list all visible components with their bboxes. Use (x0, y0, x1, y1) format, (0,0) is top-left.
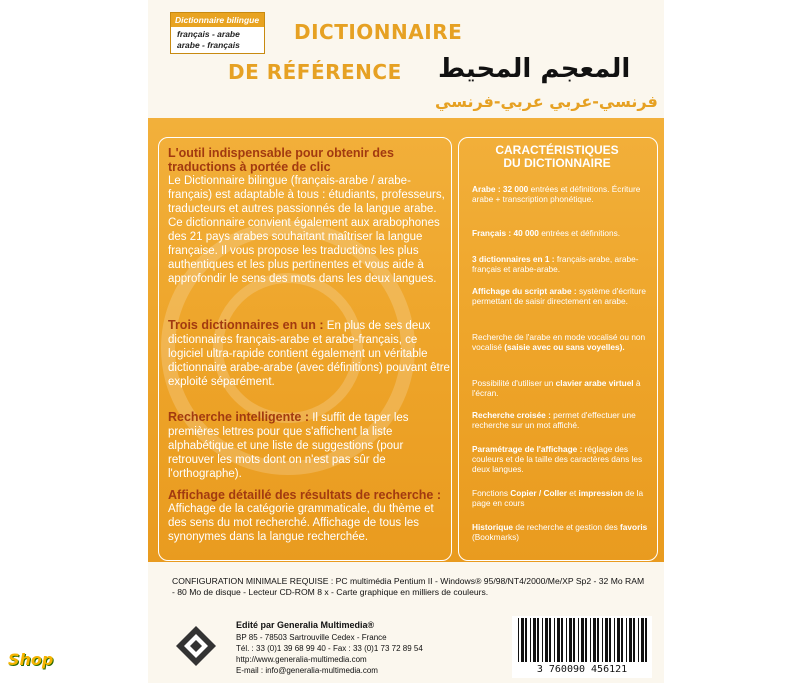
barcode-bar (549, 618, 551, 662)
feature-cross-search: Recherche croisée : permet d'effectuer une recherche sur un mot affiché. (472, 410, 636, 430)
intro-heading: L'outil indispensable pour obtenir des traductions à portée de clic (168, 146, 394, 174)
barcode-bar (557, 618, 560, 662)
barcode-number: 3 760090 456121 (536, 664, 628, 675)
section-1-heading: Trois dictionnaires en un : (168, 318, 324, 332)
title-line-2: DE RÉFÉRENCE (228, 60, 402, 84)
arabic-title: المعجم المحيط (438, 54, 631, 84)
barcode-bar (585, 618, 587, 662)
feature-display-settings: Paramétrage de l'affichage : réglage des couleurs et de la taille des caractères dans les deux langues. (472, 444, 643, 474)
section-3-heading: Affichage détaillé des résultats de recherche : (168, 488, 442, 502)
feature-arabic-script: Affichage du script arabe : système d'écriture permettant de saisir directement en arabe. (472, 286, 647, 306)
barcode-bar (573, 618, 575, 662)
feature-arabic: Arabe : 32 000 entrées et définitions. Écriture arabe + transcription phonétique. (472, 184, 641, 204)
barcode-bar (521, 618, 524, 662)
barcode-bar (566, 618, 567, 662)
arabic-subtitle: فرنسي-عربي عربي-فرنسي (435, 92, 658, 111)
feature-copy-paste: Fonctions Copier / Coller et impression de la page en cours (472, 488, 644, 508)
barcode-bar (614, 618, 615, 662)
publisher-email: E-mail : info@generalia-multimedia.com (236, 666, 378, 675)
feature-virtual-keyboard: Possibilité d'utiliser un clavier arabe virtuel à l'écran. (472, 378, 641, 398)
barcode-bar (545, 618, 548, 662)
publisher-phone: Tél. : 33 (0)1 39 68 99 40 - Fax : 33 (0)1 73 72 89 54 (236, 644, 423, 653)
feature-vocalized: Recherche de l'arabe en mode vocalisé ou non vocalisé (saisie avec ou sans voyelles). (472, 332, 646, 352)
intro-text: Le Dictionnaire bilingue (français-arabe / arabe-français) est adaptable à tous : étudiants, professeurs, traducteurs et autres passionnés de la langue arabe. Ce dictionnaire convient également aux arabophones des 21 pays arabes souhaitant maîtriser la langue française. Il vous propose les traductions les plus authentiques et les plus pertinentes et vous aide à approfondir le sens des mots dans les deux langues. (168, 175, 445, 285)
barcode-bars (512, 616, 652, 664)
tag-title: Dictionnaire bilingue (171, 13, 264, 27)
barcode-bar (537, 618, 539, 662)
publisher-name: Edité par Generalia Multimedia® (236, 620, 375, 630)
section-three-dictionaries (168, 318, 450, 389)
diamond-logo-icon (172, 624, 220, 672)
section-1-text: En plus de ses deux dictionnaires français-arabe et arabe-français, ce logiciel ultra-rapide contient également un véritable dictionnaire arabe-arabe (avec définitions) pouvant être exploité séparément. (168, 320, 450, 388)
feature-french: Français : 40 000 entrées et définitions. (472, 228, 621, 238)
publisher-address: BP 85 - 78503 Sartrouville Cedex - France (236, 633, 387, 642)
tag-line-2: arabe - français (177, 40, 240, 50)
barcode-bar (638, 618, 639, 662)
barcode-bar (609, 618, 611, 662)
section-detailed-display (168, 488, 450, 544)
feature-three-in-one: 3 dictionnaires en 1 : français-arabe, arabe-français et arabe-arabe. (472, 254, 639, 274)
shop-badge: Shop (8, 650, 54, 669)
features-heading: CARACTÉRISTIQUES DU DICTIONNAIRE (495, 143, 619, 170)
title-line-1: DICTIONNAIRE (294, 20, 463, 44)
barcode-bar (542, 618, 543, 662)
product-back-cover (148, 0, 664, 683)
publisher-website: http://www.generalia-multimedia.com (236, 655, 367, 664)
barcode-bar (581, 618, 584, 662)
barcode-bar (605, 618, 608, 662)
section-3-text: Affichage de la catégorie grammaticale, du thème et des sens du mot recherché. Affichage de tous les synonymes dans la langue recherchée. (168, 503, 434, 543)
section-smart-search (168, 410, 450, 481)
bilingual-tag (170, 12, 265, 54)
barcode-bar (633, 618, 635, 662)
barcode-bar (617, 618, 620, 662)
barcode-bar (593, 618, 596, 662)
section-2-heading: Recherche intelligente : (168, 410, 310, 424)
barcode-bar (621, 618, 623, 662)
publisher-logo (172, 624, 220, 672)
barcode-bar (602, 618, 603, 662)
barcode-bar (641, 618, 644, 662)
barcode-bar (626, 618, 627, 662)
feature-history: Historique de recherche et gestion des favoris (Bookmarks) (472, 522, 648, 542)
section-2-text: Il suffit de taper les premières lettres pour que s'affichent la liste alphabétique et une liste de suggestions (pour retrouver les mots dont on n'est pas sûr de l'orthographe). (168, 412, 409, 480)
barcode-bar (533, 618, 536, 662)
barcode-bar (645, 618, 647, 662)
barcode-bar (597, 618, 599, 662)
barcode-bar (554, 618, 555, 662)
barcode-bar (569, 618, 572, 662)
intro-block (168, 146, 450, 286)
tag-line-1: français - arabe (177, 29, 240, 39)
barcode-bar (561, 618, 563, 662)
system-requirements: CONFIGURATION MINIMALE REQUISE : PC multimédia Pentium II - Windows® 95/98/NT4/2000/Me/XP Sp2 - 32 Mo RAM - 80 Mo de disque - Lecteur CD-ROM 8 x - Carte graphique en milliers de couleurs. (172, 576, 645, 597)
barcode-bar (518, 618, 519, 662)
barcode-bar (590, 618, 591, 662)
barcode-bar (629, 618, 632, 662)
barcode-bar (525, 618, 527, 662)
barcode-bar (578, 618, 579, 662)
barcode-bar (530, 618, 531, 662)
